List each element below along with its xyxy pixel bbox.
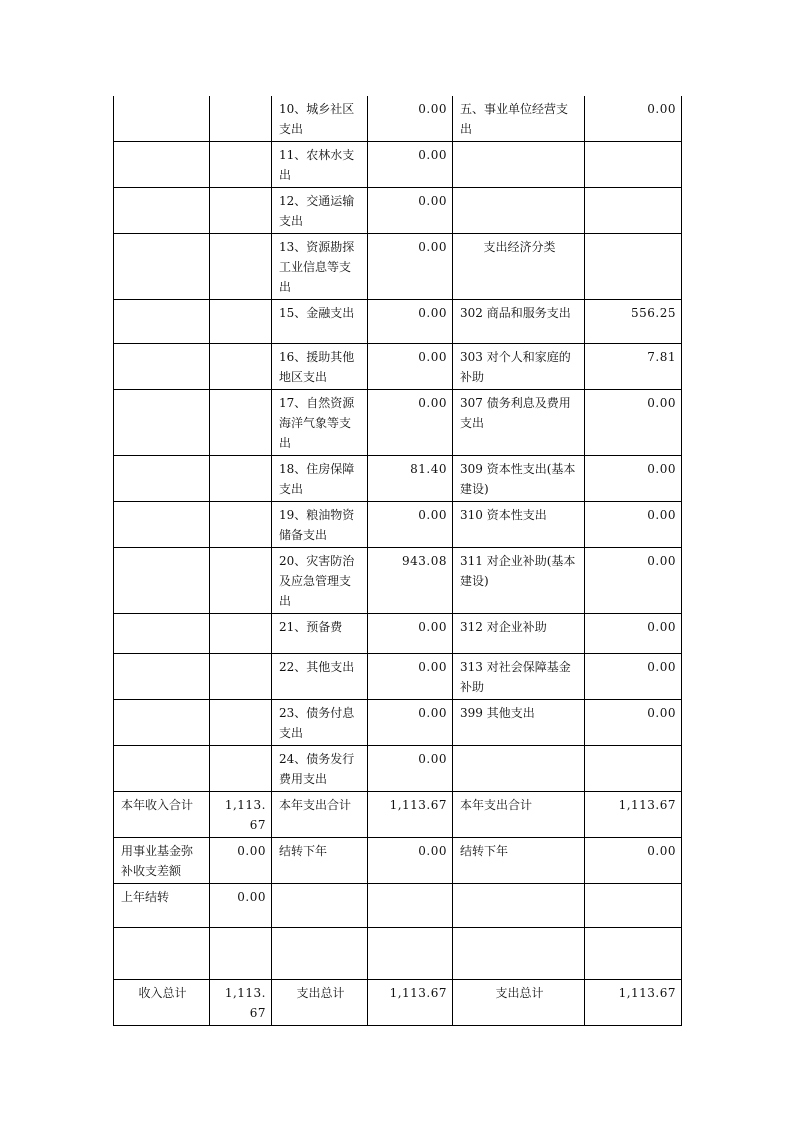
expense-function-cell: 24、债务发行费用支出 [272, 746, 368, 792]
expense-function-amount-cell: 0.00 [368, 96, 453, 142]
table-row [114, 654, 682, 700]
expense-economic-cell: 309 资本性支出(基本建设) [453, 456, 585, 502]
expense-function-cell: 12、交通运输支出 [272, 188, 368, 234]
expense-grand-total-amount: 1,113.67 [368, 980, 453, 1026]
expense-function-amount-cell: 0.00 [368, 390, 453, 456]
income-amount-cell [210, 390, 272, 456]
table-row [114, 188, 682, 234]
expense-economic-cell: 399 其他支出 [453, 700, 585, 746]
expense-economic-cell: 303 对个人和家庭的补助 [453, 344, 585, 390]
economic-classification-header: 支出经济分类 [453, 234, 585, 300]
income-item-cell [114, 390, 210, 456]
expense-economic-cell [453, 884, 585, 928]
table-row [114, 700, 682, 746]
expense-function-amount-cell: 0.00 [368, 300, 453, 344]
income-item-cell [114, 300, 210, 344]
expense-total-label: 本年支出合计 [453, 792, 585, 838]
expense-function-cell: 11、农林水支出 [272, 142, 368, 188]
expense-economic-amount-cell: 0.00 [585, 502, 682, 548]
expense-function-amount-cell: 0.00 [368, 614, 453, 654]
expense-function-cell: 15、金融支出 [272, 300, 368, 344]
expense-economic-amount-cell [585, 928, 682, 980]
expense-grand-total-label: 支出总计 [272, 980, 368, 1026]
expense-total-label: 本年支出合计 [272, 792, 368, 838]
income-item-cell [114, 502, 210, 548]
income-item-cell [114, 456, 210, 502]
income-amount-cell [210, 456, 272, 502]
expense-economic-cell [453, 188, 585, 234]
expense-economic-cell: 结转下年 [453, 838, 585, 884]
expense-total-amount: 1,113.67 [368, 792, 453, 838]
income-item-cell [114, 96, 210, 142]
expense-function-cell: 结转下年 [272, 838, 368, 884]
expense-function-amount-cell: 0.00 [368, 234, 453, 300]
expense-economic-amount-cell: 7.81 [585, 344, 682, 390]
table-row [114, 548, 682, 614]
expense-economic-amount-cell [585, 234, 682, 300]
expense-function-cell: 19、粮油物资储备支出 [272, 502, 368, 548]
income-grand-total-label: 收入总计 [114, 980, 210, 1026]
expense-economic-cell: 五、事业单位经营支出 [453, 96, 585, 142]
expense-economic-cell: 307 债务利息及费用支出 [453, 390, 585, 456]
income-amount-cell [210, 188, 272, 234]
expense-total-amount: 1,113.67 [585, 792, 682, 838]
table-row [114, 390, 682, 456]
income-item-cell [114, 234, 210, 300]
table-row-current-year-total [114, 792, 682, 838]
income-item-cell [114, 928, 210, 980]
expense-function-cell: 18、住房保障支出 [272, 456, 368, 502]
table-row [114, 502, 682, 548]
income-amount-cell [210, 234, 272, 300]
expense-economic-amount-cell: 0.00 [585, 838, 682, 884]
expense-function-cell [272, 884, 368, 928]
income-item-cell [114, 188, 210, 234]
income-amount-cell: 0.00 [210, 838, 272, 884]
income-item-cell: 用事业基金弥补收支差额 [114, 838, 210, 884]
expense-function-cell [272, 928, 368, 980]
expense-function-amount-cell: 0.00 [368, 654, 453, 700]
expense-function-cell: 20、灾害防治及应急管理支出 [272, 548, 368, 614]
expense-economic-amount-cell [585, 188, 682, 234]
table-row [114, 884, 682, 928]
table-row [114, 838, 682, 884]
expense-economic-amount-cell: 0.00 [585, 654, 682, 700]
expense-economic-amount-cell: 0.00 [585, 390, 682, 456]
income-item-cell [114, 344, 210, 390]
table-row [114, 928, 682, 980]
income-amount-cell [210, 344, 272, 390]
income-amount-cell [210, 614, 272, 654]
expense-economic-cell: 312 对企业补助 [453, 614, 585, 654]
expense-economic-amount-cell: 0.00 [585, 614, 682, 654]
expense-economic-amount-cell: 0.00 [585, 700, 682, 746]
expense-function-amount-cell: 943.08 [368, 548, 453, 614]
expense-economic-cell [453, 746, 585, 792]
income-amount-cell: 0.00 [210, 884, 272, 928]
income-amount-cell [210, 654, 272, 700]
income-total-label: 本年收入合计 [114, 792, 210, 838]
expense-grand-total-label: 支出总计 [453, 980, 585, 1026]
expense-economic-amount-cell: 0.00 [585, 456, 682, 502]
expense-economic-cell [453, 928, 585, 980]
expense-function-amount-cell: 0.00 [368, 700, 453, 746]
expense-function-cell: 22、其他支出 [272, 654, 368, 700]
income-grand-total-amount: 1,113.67 [210, 980, 272, 1026]
expense-function-amount-cell: 0.00 [368, 142, 453, 188]
income-item-cell [114, 614, 210, 654]
income-amount-cell [210, 548, 272, 614]
table-row [114, 614, 682, 654]
expense-economic-amount-cell: 556.25 [585, 300, 682, 344]
income-amount-cell [210, 502, 272, 548]
expense-economic-amount-cell: 0.00 [585, 548, 682, 614]
expense-function-amount-cell [368, 884, 453, 928]
table-row [114, 142, 682, 188]
expense-economic-cell: 302 商品和服务支出 [453, 300, 585, 344]
table-row [114, 456, 682, 502]
income-item-cell [114, 548, 210, 614]
expense-function-cell: 13、资源勘探工业信息等支出 [272, 234, 368, 300]
expense-economic-cell [453, 142, 585, 188]
income-item-cell [114, 700, 210, 746]
expense-function-cell: 21、预备费 [272, 614, 368, 654]
income-item-cell [114, 746, 210, 792]
table-row [114, 300, 682, 344]
income-amount-cell [210, 700, 272, 746]
table-row [114, 746, 682, 792]
expense-function-amount-cell: 0.00 [368, 838, 453, 884]
table-row [114, 234, 682, 300]
expense-economic-amount-cell [585, 746, 682, 792]
income-item-cell: 上年结转 [114, 884, 210, 928]
expense-economic-amount-cell [585, 884, 682, 928]
expense-function-amount-cell: 0.00 [368, 746, 453, 792]
income-amount-cell [210, 746, 272, 792]
income-amount-cell [210, 928, 272, 980]
budget-table [113, 96, 682, 1026]
expense-function-amount-cell: 0.00 [368, 344, 453, 390]
table-row-grand-total [114, 980, 682, 1026]
income-amount-cell [210, 96, 272, 142]
expense-function-amount-cell: 0.00 [368, 188, 453, 234]
expense-function-amount-cell [368, 928, 453, 980]
expense-economic-amount-cell [585, 142, 682, 188]
expense-function-amount-cell: 0.00 [368, 502, 453, 548]
expense-economic-cell: 311 对企业补助(基本建设) [453, 548, 585, 614]
expense-grand-total-amount: 1,113.67 [585, 980, 682, 1026]
income-amount-cell [210, 300, 272, 344]
table-row [114, 96, 682, 142]
expense-function-cell: 10、城乡社区支出 [272, 96, 368, 142]
expense-economic-cell: 310 资本性支出 [453, 502, 585, 548]
expense-function-amount-cell: 81.40 [368, 456, 453, 502]
table-row [114, 344, 682, 390]
income-item-cell [114, 142, 210, 188]
expense-economic-cell: 313 对社会保障基金补助 [453, 654, 585, 700]
expense-function-cell: 23、债务付息支出 [272, 700, 368, 746]
expense-function-cell: 16、援助其他地区支出 [272, 344, 368, 390]
income-item-cell [114, 654, 210, 700]
expense-function-cell: 17、自然资源海洋气象等支出 [272, 390, 368, 456]
income-total-amount: 1,113.67 [210, 792, 272, 838]
expense-economic-amount-cell: 0.00 [585, 96, 682, 142]
income-amount-cell [210, 142, 272, 188]
